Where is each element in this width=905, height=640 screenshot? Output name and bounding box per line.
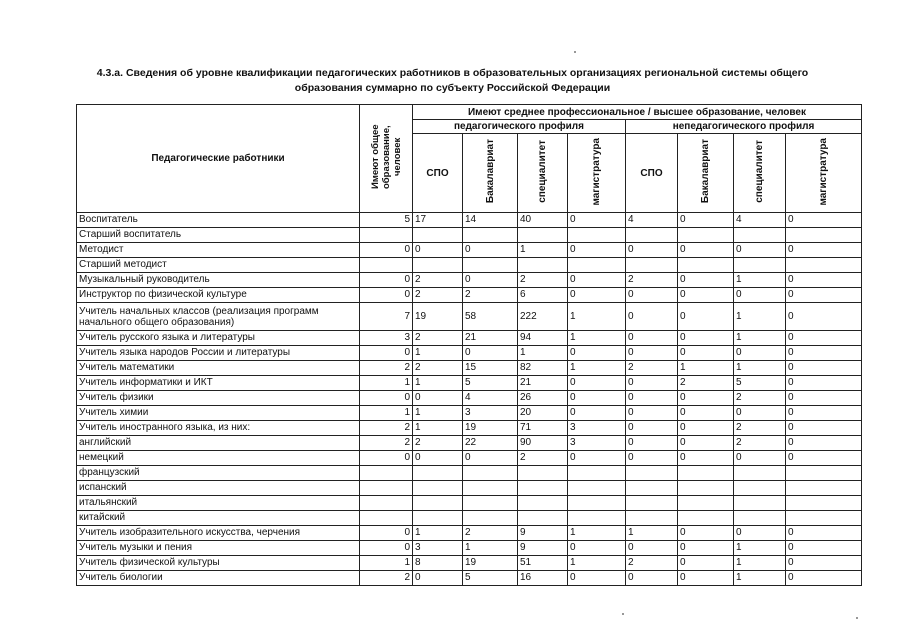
cell-value: 16 <box>518 571 568 586</box>
cell-value: 0 <box>786 526 862 541</box>
cell-value: 1 <box>734 571 786 586</box>
header-total-label: Имеют общее образование, человек <box>369 124 403 190</box>
table-row <box>77 391 862 406</box>
scan-speck <box>574 51 576 53</box>
cell-value <box>413 258 463 273</box>
cell-total <box>360 258 413 273</box>
cell-total: 0 <box>360 541 413 556</box>
cell-value <box>463 496 518 511</box>
cell-value <box>786 466 862 481</box>
cell-total <box>360 496 413 511</box>
row-label: Учитель математики <box>77 361 360 376</box>
cell-value: 0 <box>786 571 862 586</box>
cell-value: 0 <box>626 303 678 331</box>
cell-value: 4 <box>734 213 786 228</box>
row-label: Старший воспитатель <box>77 228 360 243</box>
cell-value: 1 <box>413 406 463 421</box>
title-line-2: образования суммарно по субъекту Российской Федерации <box>294 82 611 94</box>
cell-value: 0 <box>568 288 626 303</box>
cell-value: 1 <box>568 331 626 346</box>
table-row <box>77 571 862 586</box>
cell-value <box>463 258 518 273</box>
title-line-1: 4.3.а. Сведения об уровне квалификации педагогических работников в образовательных организациях региональной системы общего <box>96 67 809 79</box>
cell-value <box>518 258 568 273</box>
cell-value: 0 <box>786 451 862 466</box>
cell-value: 0 <box>786 556 862 571</box>
cell-value: 0 <box>786 346 862 361</box>
row-label: Учитель музыки и пения <box>77 541 360 556</box>
row-label: Методист <box>77 243 360 258</box>
cell-value <box>518 466 568 481</box>
cell-value: 0 <box>678 556 734 571</box>
cell-value: 0 <box>626 436 678 451</box>
row-label: Инструктор по физической культуре <box>77 288 360 303</box>
cell-value: 0 <box>734 346 786 361</box>
cell-value: 2 <box>626 556 678 571</box>
cell-total: 7 <box>360 303 413 331</box>
cell-value: 19 <box>463 421 518 436</box>
table-row <box>77 228 862 243</box>
cell-value: 5 <box>734 376 786 391</box>
row-label: Учитель русского языка и литературы <box>77 331 360 346</box>
cell-value: 1 <box>678 361 734 376</box>
cell-value: 0 <box>786 436 862 451</box>
row-label: английский <box>77 436 360 451</box>
cell-value: 0 <box>786 361 862 376</box>
cell-value: 5 <box>463 376 518 391</box>
table-row <box>77 511 862 526</box>
cell-value: 0 <box>678 541 734 556</box>
cell-value: 19 <box>463 556 518 571</box>
row-label: Учитель информатики и ИКТ <box>77 376 360 391</box>
cell-total: 0 <box>360 451 413 466</box>
cell-value: 0 <box>678 213 734 228</box>
cell-value <box>734 258 786 273</box>
cell-value: 26 <box>518 391 568 406</box>
cell-value <box>734 481 786 496</box>
cell-total <box>360 466 413 481</box>
table-row <box>77 421 862 436</box>
row-label: итальянский <box>77 496 360 511</box>
cell-value <box>518 228 568 243</box>
cell-total: 1 <box>360 406 413 421</box>
cell-value: 0 <box>568 451 626 466</box>
cell-value: 0 <box>678 451 734 466</box>
header-nonped-profile: непедагогического профиля <box>626 120 862 134</box>
cell-value: 0 <box>626 243 678 258</box>
header-nonped-bachelor-label: Бакалавриат <box>700 139 711 204</box>
header-nonped-spo: СПО <box>626 134 678 213</box>
cell-total <box>360 228 413 243</box>
cell-total: 2 <box>360 361 413 376</box>
cell-value: 0 <box>786 376 862 391</box>
row-label: французский <box>77 466 360 481</box>
cell-value <box>626 258 678 273</box>
cell-value: 0 <box>786 331 862 346</box>
cell-value: 1 <box>626 526 678 541</box>
cell-value: 2 <box>413 436 463 451</box>
cell-value: 22 <box>463 436 518 451</box>
cell-value <box>786 228 862 243</box>
cell-value: 4 <box>626 213 678 228</box>
cell-value: 40 <box>518 213 568 228</box>
cell-value: 0 <box>678 273 734 288</box>
header-ped-spo: СПО <box>413 134 463 213</box>
cell-value <box>786 258 862 273</box>
cell-value: 0 <box>678 571 734 586</box>
header-ped-specialist-label: специалитет <box>537 140 548 203</box>
cell-value: 0 <box>568 541 626 556</box>
cell-value: 0 <box>626 376 678 391</box>
row-label: Учитель изобразительного искусства, черчения <box>77 526 360 541</box>
cell-value: 51 <box>518 556 568 571</box>
cell-value <box>678 511 734 526</box>
cell-value: 0 <box>734 406 786 421</box>
cell-total <box>360 511 413 526</box>
cell-value: 8 <box>413 556 463 571</box>
cell-value: 2 <box>413 288 463 303</box>
cell-value: 1 <box>463 541 518 556</box>
cell-value: 0 <box>463 346 518 361</box>
cell-value <box>518 481 568 496</box>
header-workers: Педагогические работники <box>77 105 360 213</box>
cell-value: 0 <box>568 406 626 421</box>
table-body <box>77 213 862 586</box>
table-row <box>77 331 862 346</box>
cell-value <box>568 496 626 511</box>
row-label: Учитель начальных классов (реализация программ начального общего образования) <box>77 303 360 331</box>
row-label: Учитель химии <box>77 406 360 421</box>
header-nonped-specialist <box>734 134 786 213</box>
cell-value: 0 <box>786 421 862 436</box>
cell-value: 1 <box>568 303 626 331</box>
cell-value: 2 <box>463 288 518 303</box>
table-row <box>77 451 862 466</box>
table-row <box>77 466 862 481</box>
cell-value: 1 <box>413 346 463 361</box>
cell-value <box>413 228 463 243</box>
row-label: китайский <box>77 511 360 526</box>
cell-value: 1 <box>734 331 786 346</box>
cell-value: 21 <box>463 331 518 346</box>
row-label: Учитель иностранного языка, из них: <box>77 421 360 436</box>
cell-value <box>463 466 518 481</box>
cell-total: 5 <box>360 213 413 228</box>
row-label: испанский <box>77 481 360 496</box>
cell-value <box>626 481 678 496</box>
cell-value <box>568 228 626 243</box>
table-row <box>77 481 862 496</box>
table-row <box>77 213 862 228</box>
table-row <box>77 541 862 556</box>
cell-value: 4 <box>463 391 518 406</box>
cell-value <box>463 511 518 526</box>
cell-total: 1 <box>360 376 413 391</box>
cell-value <box>413 496 463 511</box>
cell-value: 0 <box>626 288 678 303</box>
qualification-table <box>76 104 862 586</box>
cell-value: 2 <box>626 273 678 288</box>
cell-value: 0 <box>413 571 463 586</box>
cell-value: 19 <box>413 303 463 331</box>
cell-total: 1 <box>360 556 413 571</box>
cell-value: 2 <box>626 361 678 376</box>
cell-value <box>678 228 734 243</box>
cell-value: 222 <box>518 303 568 331</box>
cell-value: 14 <box>463 213 518 228</box>
cell-value: 82 <box>518 361 568 376</box>
cell-value <box>463 228 518 243</box>
cell-value: 1 <box>734 541 786 556</box>
cell-value: 3 <box>463 406 518 421</box>
cell-value: 1 <box>413 421 463 436</box>
cell-value <box>678 466 734 481</box>
cell-value <box>413 511 463 526</box>
cell-value <box>568 511 626 526</box>
cell-value: 0 <box>678 243 734 258</box>
cell-value: 1 <box>568 361 626 376</box>
cell-value <box>786 511 862 526</box>
cell-value <box>678 481 734 496</box>
cell-value: 9 <box>518 526 568 541</box>
row-label: Музыкальный руководитель <box>77 273 360 288</box>
cell-value: 0 <box>413 451 463 466</box>
header-ped-master-label: магистратура <box>591 137 602 206</box>
cell-value: 0 <box>786 213 862 228</box>
table-row <box>77 376 862 391</box>
cell-value <box>734 496 786 511</box>
header-ped-specialist <box>518 134 568 213</box>
cell-value <box>626 466 678 481</box>
cell-value: 2 <box>734 421 786 436</box>
cell-value: 0 <box>568 391 626 406</box>
cell-value: 90 <box>518 436 568 451</box>
cell-value: 0 <box>626 331 678 346</box>
cell-value: 2 <box>734 391 786 406</box>
cell-value: 1 <box>568 526 626 541</box>
cell-value: 3 <box>568 436 626 451</box>
cell-value: 20 <box>518 406 568 421</box>
cell-total: 0 <box>360 526 413 541</box>
cell-value: 58 <box>463 303 518 331</box>
header-total <box>360 105 413 213</box>
cell-value <box>413 466 463 481</box>
cell-value: 0 <box>734 451 786 466</box>
cell-value <box>626 511 678 526</box>
header-nonped-master <box>786 134 862 213</box>
cell-value: 3 <box>568 421 626 436</box>
cell-value <box>734 466 786 481</box>
header-ped-bachelor <box>463 134 518 213</box>
cell-total: 2 <box>360 571 413 586</box>
cell-value: 71 <box>518 421 568 436</box>
table-row <box>77 406 862 421</box>
cell-value <box>568 258 626 273</box>
cell-value: 0 <box>463 273 518 288</box>
table-row <box>77 346 862 361</box>
cell-value: 1 <box>734 303 786 331</box>
row-label: Старший методист <box>77 258 360 273</box>
cell-value: 0 <box>678 526 734 541</box>
header-ped-profile: педагогического профиля <box>413 120 626 134</box>
header-nonped-master-label: магистратура <box>818 137 829 206</box>
cell-value <box>518 511 568 526</box>
cell-value: 0 <box>678 391 734 406</box>
cell-value <box>786 496 862 511</box>
cell-value: 0 <box>678 421 734 436</box>
cell-value: 0 <box>786 541 862 556</box>
row-label: Учитель языка народов России и литературы <box>77 346 360 361</box>
cell-total: 0 <box>360 288 413 303</box>
table-row <box>77 303 862 331</box>
row-label: немецкий <box>77 451 360 466</box>
cell-value <box>734 511 786 526</box>
cell-value: 0 <box>413 243 463 258</box>
cell-value: 1 <box>518 346 568 361</box>
cell-value: 0 <box>786 406 862 421</box>
cell-total: 2 <box>360 421 413 436</box>
row-label: Учитель физики <box>77 391 360 406</box>
row-label: Учитель биологии <box>77 571 360 586</box>
cell-value <box>568 481 626 496</box>
cell-value: 1 <box>413 526 463 541</box>
cell-total: 0 <box>360 346 413 361</box>
table-row <box>77 273 862 288</box>
cell-value: 0 <box>678 331 734 346</box>
cell-value: 0 <box>626 451 678 466</box>
cell-value: 0 <box>786 273 862 288</box>
cell-value <box>568 466 626 481</box>
cell-value: 0 <box>734 288 786 303</box>
table-row <box>77 556 862 571</box>
cell-value <box>786 481 862 496</box>
cell-value: 1 <box>518 243 568 258</box>
header-ped-bachelor-label: Бакалавриат <box>484 139 496 204</box>
cell-value: 0 <box>678 288 734 303</box>
cell-total: 2 <box>360 436 413 451</box>
cell-value: 15 <box>463 361 518 376</box>
cell-total <box>360 481 413 496</box>
table-row <box>77 243 862 258</box>
cell-value: 2 <box>518 451 568 466</box>
cell-value: 94 <box>518 331 568 346</box>
cell-value: 2 <box>734 436 786 451</box>
cell-value: 1 <box>568 556 626 571</box>
table-row <box>77 288 862 303</box>
cell-total: 0 <box>360 243 413 258</box>
cell-value: 0 <box>626 421 678 436</box>
table-row <box>77 526 862 541</box>
table-row <box>77 496 862 511</box>
cell-value: 1 <box>734 556 786 571</box>
table-row <box>77 258 862 273</box>
row-label: Воспитатель <box>77 213 360 228</box>
cell-value <box>734 228 786 243</box>
cell-value: 0 <box>626 391 678 406</box>
document-title <box>0 66 905 96</box>
scan-speck <box>622 613 624 615</box>
cell-value: 0 <box>626 346 678 361</box>
cell-value: 0 <box>678 406 734 421</box>
cell-value: 0 <box>678 436 734 451</box>
table-row <box>77 361 862 376</box>
cell-value: 0 <box>678 346 734 361</box>
cell-value: 3 <box>413 541 463 556</box>
cell-value: 0 <box>568 273 626 288</box>
cell-value: 1 <box>413 376 463 391</box>
cell-value <box>678 258 734 273</box>
table-row <box>77 436 862 451</box>
header-secondary-higher: Имеют среднее профессиональное / высшее образование, человек <box>413 105 862 120</box>
cell-total: 0 <box>360 273 413 288</box>
cell-value <box>463 481 518 496</box>
cell-value: 0 <box>734 526 786 541</box>
cell-value <box>626 228 678 243</box>
cell-value <box>413 481 463 496</box>
cell-value: 21 <box>518 376 568 391</box>
cell-value: 2 <box>413 273 463 288</box>
header-nonped-specialist-label: специалитет <box>754 140 765 203</box>
cell-value: 0 <box>568 213 626 228</box>
cell-value: 17 <box>413 213 463 228</box>
cell-value: 0 <box>786 391 862 406</box>
cell-value: 5 <box>463 571 518 586</box>
cell-value: 0 <box>568 376 626 391</box>
cell-value <box>678 496 734 511</box>
cell-value <box>626 496 678 511</box>
header-nonped-bachelor <box>678 134 734 213</box>
cell-value: 2 <box>463 526 518 541</box>
cell-value: 9 <box>518 541 568 556</box>
cell-value <box>518 496 568 511</box>
cell-total: 3 <box>360 331 413 346</box>
cell-value: 1 <box>734 361 786 376</box>
cell-value: 0 <box>626 406 678 421</box>
cell-value: 0 <box>413 391 463 406</box>
cell-value: 0 <box>734 243 786 258</box>
scan-speck <box>856 617 858 619</box>
cell-value: 6 <box>518 288 568 303</box>
cell-value: 0 <box>463 243 518 258</box>
cell-value: 2 <box>413 331 463 346</box>
cell-value: 0 <box>786 243 862 258</box>
cell-value: 0 <box>463 451 518 466</box>
cell-value: 0 <box>626 541 678 556</box>
cell-value: 0 <box>678 303 734 331</box>
header-ped-master <box>568 134 626 213</box>
row-label: Учитель физической культуры <box>77 556 360 571</box>
cell-value: 0 <box>568 346 626 361</box>
cell-value: 0 <box>568 243 626 258</box>
cell-value: 2 <box>518 273 568 288</box>
cell-value: 2 <box>413 361 463 376</box>
cell-value: 0 <box>568 571 626 586</box>
cell-value: 2 <box>678 376 734 391</box>
cell-total: 0 <box>360 391 413 406</box>
cell-value: 0 <box>626 571 678 586</box>
cell-value: 0 <box>786 303 862 331</box>
cell-value: 1 <box>734 273 786 288</box>
cell-value: 0 <box>786 288 862 303</box>
